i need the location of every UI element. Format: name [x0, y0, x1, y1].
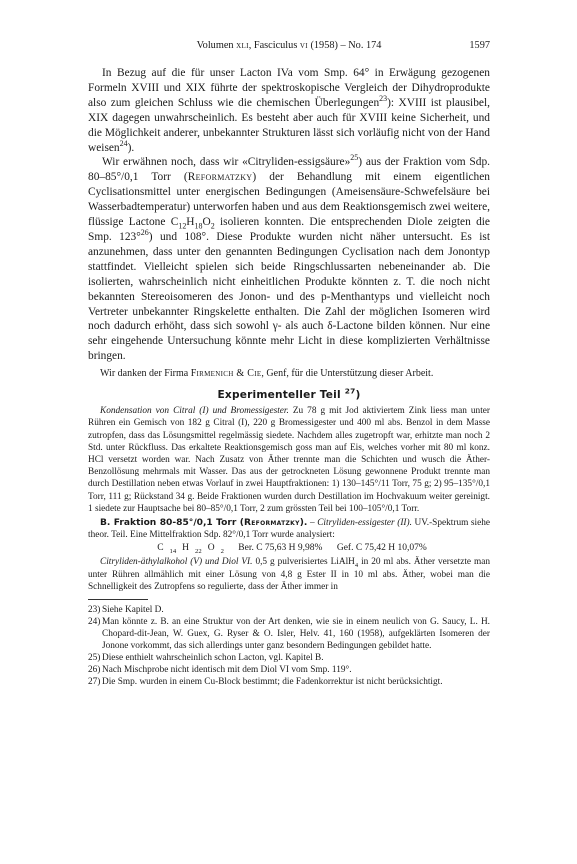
footnote-ref-25[interactable]: 25: [350, 153, 359, 163]
footnotes: [88, 604, 490, 688]
calculated-values: Ber. C 75,63 H 9,98%: [238, 543, 323, 554]
section-heading: Experimenteller Teil $^{27}$): [217, 386, 361, 402]
footnote-ref-23[interactable]: 23: [379, 94, 388, 104]
body-paragraph-1: In Bezug auf die für unser Lacton IVa vom Smp. 64° in Erwägung gezogenen Formeln XVIII und XIX führte der spektroskopische Vergleich der Dihydroprodukte also zum gleichen Schluss wie die chemischen Überlegungen$^{23}$): XVIII ist plausibel, XIX dagegen unwahrscheinlich. Es besteht aber auch für XVIII keine Sicherheit, und die Möglichkeit anderer, unbekannter Strukturen lässt sich vorläufig nicht von der Hand weisen$^{24}$).: [88, 67, 490, 154]
running-title: Volumen xli, Fasciculus vi (1958) – No. 174: [196, 40, 382, 51]
footnote-divider: [88, 599, 148, 600]
footnote: 26) Nach Mischprobe nicht identisch mit dem Diol VI vom Smp. 119°.: [88, 664, 352, 675]
acknowledgement: Wir danken der Firma Firmenich & Cie, Genf, für die Unterstützung dieser Arbeit.: [100, 368, 434, 380]
running-header: [88, 40, 490, 56]
experimental-paragraph-1: Kondensation von Citral (I) und Bromessigester. Zu 78 g mit Jod aktiviertem Zink liess man unter Rühren ein Gemisch von 182 g Citral (I), 220 g Bromessigester und 400 ml abs. Benzol in dem Masse zutropfen, dass das Lösungsmittel regelmässig siedete. Nachdem alles zugetropft war, erhitzte man noch 2 Std. unter Rückfluss. Das erkaltete Reaktionsgemisch goss man auf Eis, welches vorher mit 80 ml konz. HCl versetzt worden war. Nach Zusatz von Äther trennte man die Schichten und wusch die Äther-Benzollösung mehrmals mit Wasser. Das aus der getrockneten Lösung gewonnene Produkt trennte man durch Destillation neben etwas Vorlauf in zwei Hauptfraktionen: 1) 130–145°/11 Torr, 75 g; 2) 95–135°/0,1 Torr, 111 g; Rückstand 34 g. Beide Fraktionen wurden durch Destillation im Hochvakuum weiter gereinigt. 1 siedete zur Hauptsache bei 80–85°/0,1 Torr, 2 zum grössten Teil bei 100–105°/0,1 Torr.: [88, 406, 490, 514]
footnote-ref-27[interactable]: 27: [344, 386, 356, 396]
elemental-analysis: [88, 542, 490, 555]
experimental-paragraph-2: B. Fraktion 80-85°/0,1 Torr (Reformatzky). – Citryliden-essigester (II). UV.-Spektrum siehe theor. Teil. Eine Mittelfraktion Sdp. 82°/0,1 Torr wurde analysiert:: [88, 517, 491, 541]
journal-page: [88, 40, 490, 688]
footnote: 25) Diese enthielt wahrscheinlich schon Lacton, vgl. Kapitel B.: [88, 652, 324, 663]
page-number: 1597: [469, 40, 490, 51]
molecular-formula: C $_{14}$ H $_{22}$ O $_2$: [157, 543, 224, 556]
footnote: 24) Man könnte z. B. an eine Struktur von der Art denken, wie sie in einem neulich von G. Saucy, L. H. Chopard-dit-Jean, W. Guex, G. Ryser & O. Isler, Helv. 41, 160 (1958), aufgeklärten Isomeren der Jonone vorkommt, das sich allerdings unter ganz besondern Bedingungen gebildet hatte.: [88, 616, 490, 651]
body-paragraph-2: Wir erwähnen noch, dass wir «Citryliden-essigsäure»$^{25}$) aus der Fraktion vom Sdp. 80–85°/0,1 Torr (Reformatzky) der Behandlung mit einem eigentlichen Cyclisationsmittel unter energischen Bedingungen (Ameisensäure-Schwefelsäure bei Wasserbadtemperatur) unterworfen haben und aus dem Reaktionsgemisch zwei weitere, flüssige Lactone $C_{12}H_{18}O_2$ isolieren konnten. Die entsprechenden Diole zeigten die Smp. 123°$^{26}$) und 108°. Diese Produkte wurden nicht näher untersucht. Es ist anzunehmen, dass unter den genannten Bedingungen Cyclisation nach dem Jonontyp stattfindet. Vielleicht spielen sich beide Ringschlussarten nebeneinander ab. Die isolierten, wahrscheinlich nicht einheitlichen Produkte könnten z. T. die noch nicht bekannten Stereoisomeren des Jonon- und des p-Menthantyps und vielleicht noch Vertreter unbekannter Ringskelette enthalten. Die Zahl der möglichen Isomeren wird noch dadurch erhöht, dass sich sowohl γ- als auch δ-Lactone bilden können. Nur eine sehr eingehende Untersuchung könnte mehr Licht in diese komplizierten Verhältnisse bringen.: [88, 153, 490, 363]
found-values: Gef. C 75,42 H 10,07%: [336, 543, 427, 554]
footnote: 27) Die Smp. wurden in einem Cu-Block bestimmt; die Fadenkorrektur ist nicht berücksichtigt.: [88, 676, 443, 687]
footnote-ref-24[interactable]: 24: [119, 138, 128, 148]
footnote-ref-26[interactable]: 26: [140, 228, 149, 238]
footnote: 23) Siehe Kapitel D.: [88, 604, 164, 615]
experimental-paragraph-3: Citryliden-äthylalkohol (V) und Diol VI. 0,5 g pulverisiertes LiAlH$_4$ in 20 ml abs. Äther versetzte man unter Rühren allmählich mit einer Lösung von 4,8 g Ester II in 10 ml abs. Äther, wobei man die Schnelligkeit des Zutropfens so regulierte, dass der Äther immer in: [88, 557, 491, 592]
